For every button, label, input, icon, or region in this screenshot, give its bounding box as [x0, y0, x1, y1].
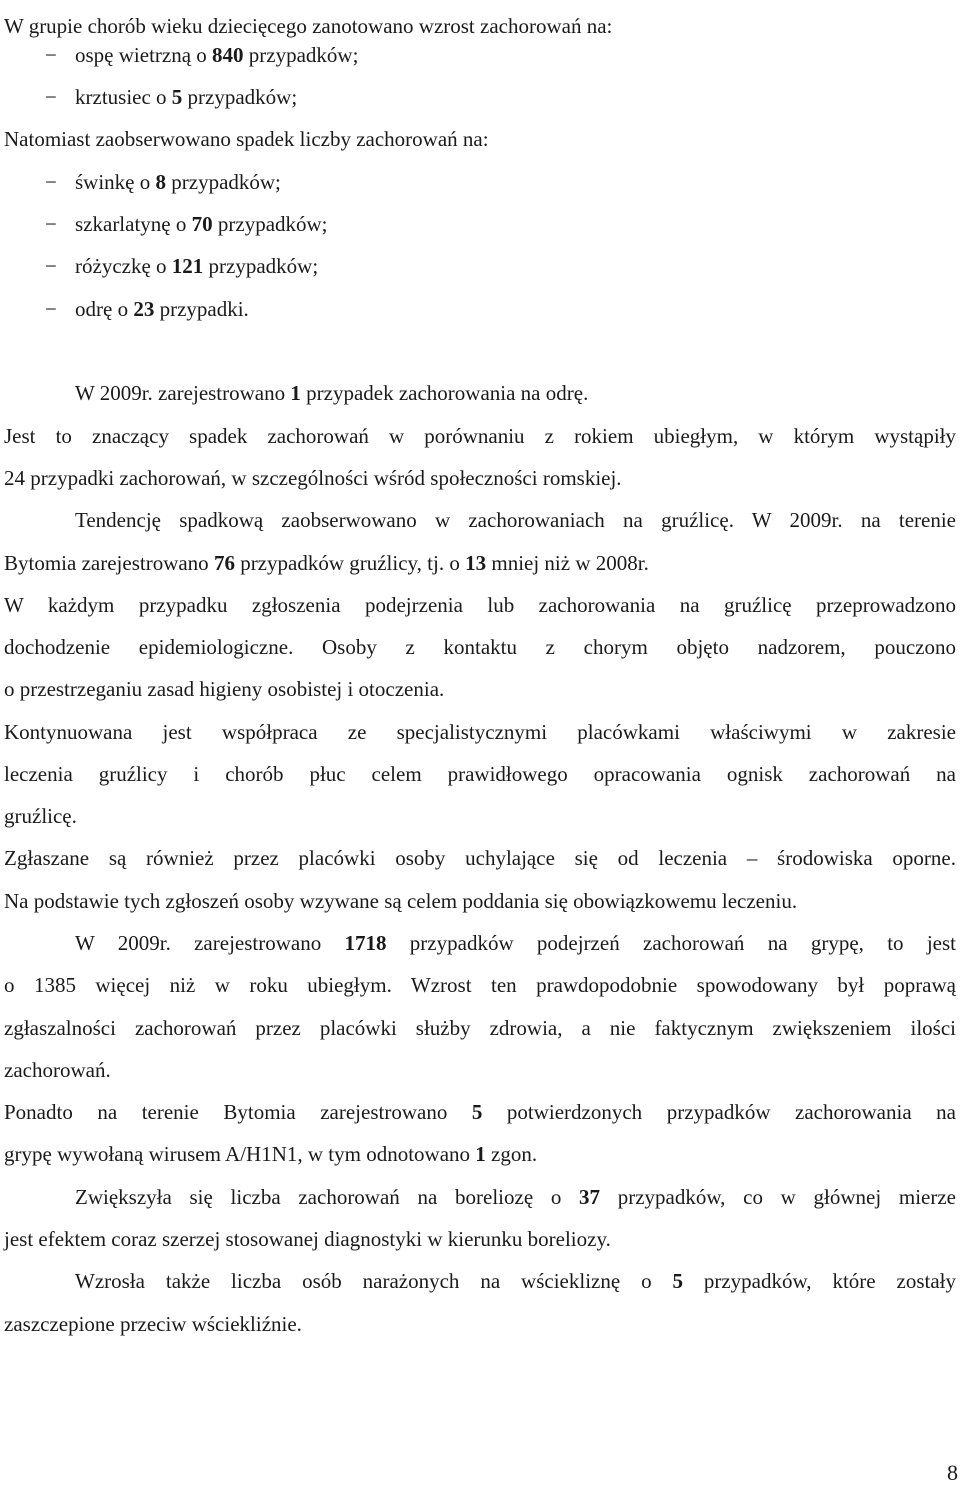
list-item: odrę o 23 przypadki.	[75, 297, 249, 321]
paragraph-line: 24 przypadki zachorowań, w szczególności wśród społeczności romskiej.	[4, 466, 622, 490]
intro-line: W grupie chorób wieku dziecięcego zanotowano wzrost zachorowań na:	[4, 14, 613, 38]
paragraph-line: jest efektem coraz szerzej stosowanej diagnostyki w kierunku boreliozy.	[4, 1227, 611, 1251]
list-item: różyczkę o 121 przypadków;	[75, 254, 319, 278]
paragraph-line: Na podstawie tych zgłoszeń osoby wzywane są celem poddania się obowiązkowemu leczeniu.	[4, 889, 798, 913]
list-item: −	[45, 212, 57, 236]
list-item: szkarlatynę o 70 przypadków;	[75, 212, 328, 236]
paragraph-line: gruźlicę.	[4, 804, 77, 828]
paragraph-cooperation: Kontynuowana jest współpraca ze specjalistycznymi placówkami właściwymi w zakresie	[4, 720, 956, 744]
list-item: −	[45, 85, 57, 109]
paragraph-borreliosis: Zwiększyła się liczba zachorowań na boreliozę o 37 przypadków, co w głównej mierze	[75, 1185, 956, 1209]
list-item: ospę wietrzną o 840 przypadków;	[75, 43, 359, 67]
paragraph-measles: W 2009r. zarejestrowano 1 przypadek zachorowania na odrę.	[75, 381, 589, 405]
paragraph-line: Jest to znaczący spadek zachorowań w porównaniu z rokiem ubiegłym, w którym wystąpiły	[4, 424, 956, 448]
paragraph-line: Bytomia zarejestrowano 76 przypadków gruźlicy, tj. o 13 mniej niż w 2008r.	[4, 551, 649, 575]
paragraph-line: dochodzenie epidemiologiczne. Osoby z kontaktu z chorym objęto nadzorem, pouczono	[4, 635, 956, 659]
paragraph-line: o przestrzeganiu zasad higieny osobistej i otoczenia.	[4, 677, 445, 701]
list-item: świnkę o 8 przypadków;	[75, 170, 281, 194]
paragraph-line: leczenia gruźlicy i chorób płuc celem prawidłowego opracowania ognisk zachorowań na	[4, 762, 956, 786]
paragraph-line: o 1385 więcej niż w roku ubiegłym. Wzrost ten prawdopodobnie spowodowany był poprawą	[4, 973, 956, 997]
paragraph-line: zgłaszalności zachorowań przez placówki służby zdrowia, a nie faktycznym zwiększeniem ilości	[4, 1016, 956, 1040]
list-item: −	[45, 297, 57, 321]
page-number: 8	[947, 1460, 958, 1485]
list-item: −	[45, 254, 57, 278]
list-item: −	[45, 170, 57, 194]
paragraph-rabies: Wzrosła także liczba osób narażonych na wściekliznę o 5 przypadków, które zostały	[75, 1269, 956, 1293]
paragraph-h1n1: Ponadto na terenie Bytomia zarejestrowano 5 potwierdzonych przypadków zachorowania na	[4, 1100, 956, 1124]
paragraph-line: grypę wywołaną wirusem A/H1N1, w tym odnotowano 1 zgon.	[4, 1142, 538, 1166]
list-item: −	[45, 43, 57, 67]
paragraph-line: W każdym przypadku zgłoszenia podejrzenia lub zachorowania na gruźlicę przeprowadzono	[4, 593, 956, 617]
paragraph-line: zaszczepione przeciw wściekliźnie.	[4, 1312, 302, 1336]
decrease-intro: Natomiast zaobserwowano spadek liczby zachorowań na:	[4, 127, 489, 151]
paragraph-line: zachorowań.	[4, 1058, 111, 1082]
paragraph-tb: Tendencję spadkową zaobserwowano w zachorowaniach na gruźlicę. W 2009r. na terenie	[75, 508, 956, 532]
paragraph-flu: W 2009r. zarejestrowano 1718 przypadków podejrzeń zachorowań na grypę, to jest	[75, 931, 956, 955]
list-item: krztusiec o 5 przypadków;	[75, 85, 298, 109]
paragraph-reporting: Zgłaszane są również przez placówki osoby uchylające się od leczenia – środowiska oporne.	[4, 846, 956, 870]
